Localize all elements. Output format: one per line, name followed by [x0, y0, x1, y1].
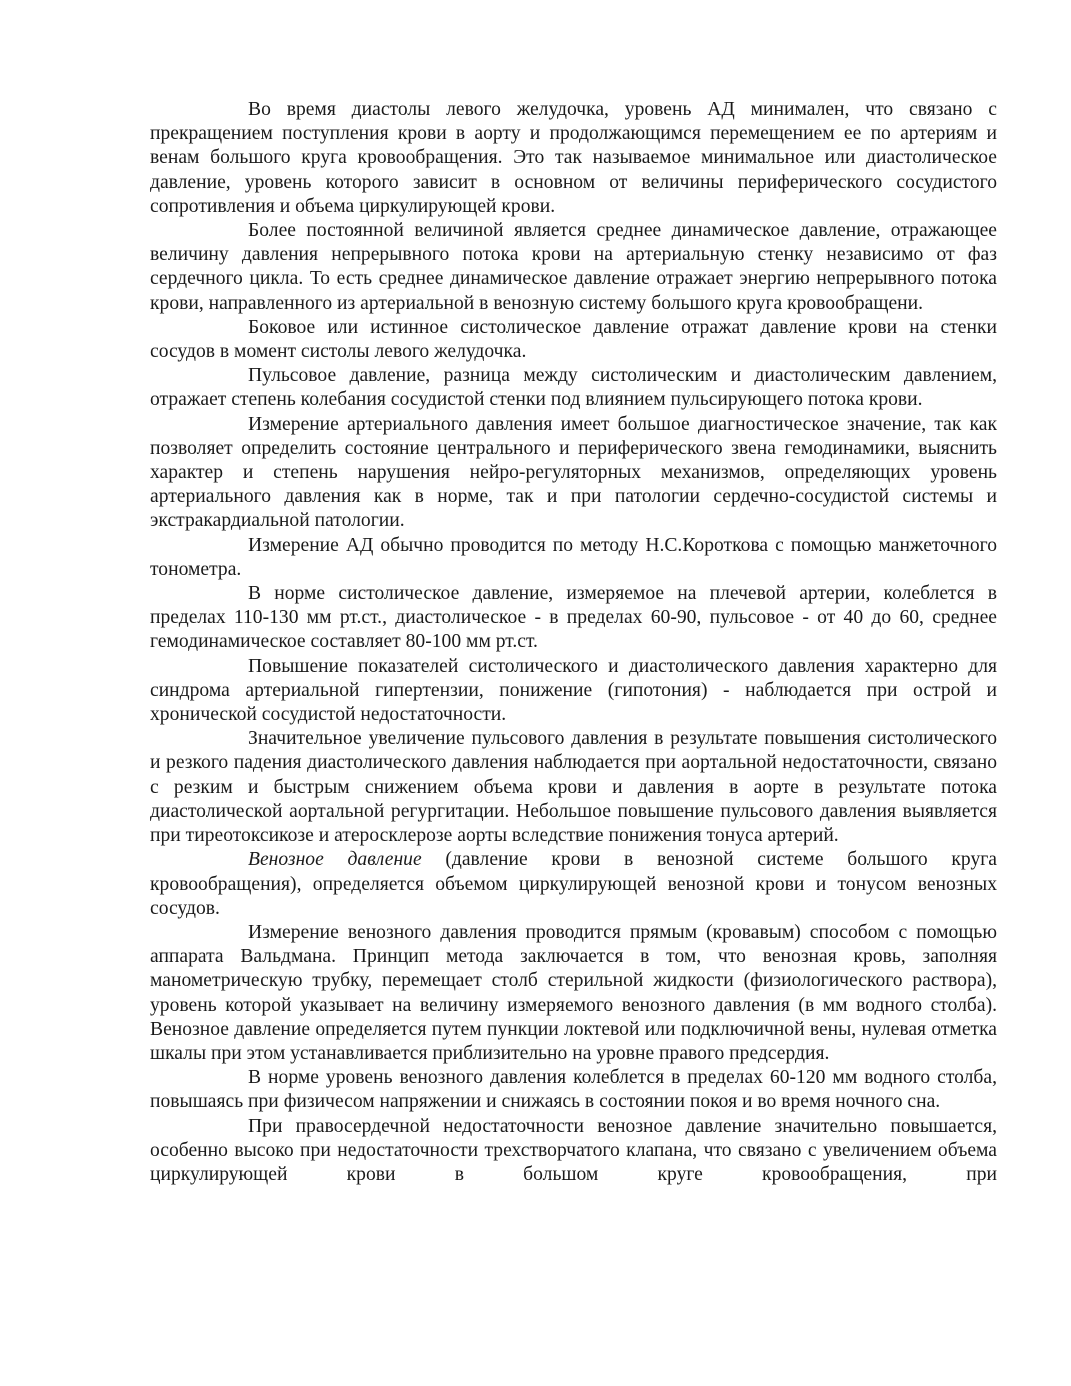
paragraph-hypertension-hypotension: Повышение показателей систолического и диастолического давления характерно для синдрома артериальной гипертензии, понижение (гипотония) - наблюдается при острой и хронической сосудистой недостаточности.	[150, 655, 997, 726]
paragraph-right-heart-failure: При правосердечной недостаточности венозное давление значительно повышается, особенно высоко при недостаточности трехстворчатого клапана, что связано с увеличением объема циркулирующей крови в большом круге кровообращения, при	[150, 1115, 997, 1185]
term-venous-pressure: Венозное давление	[248, 849, 422, 871]
paragraph-korotkov-method: Измерение АД обычно проводится по методу Н.С.Короткова с помощью манжеточного тонометра.	[150, 534, 997, 580]
paragraph-venous-normal-values: В норме уровень венозного давления колеблется в пределах 60-120 мм водного столба, повышаясь при физичесом напряжении и снижаясь в состоянии покоя и во время ночного сна.	[150, 1067, 997, 1113]
paragraph-diastolic-pressure: Во время диастолы левого желудочка, уровень АД минимален, что связано с прекращением поступления крови в аорту и продолжающимся перемещением ее по артериям и венам большого круга кровообращения. Это так называемое минимальное или диастолическое давление, уровень которого зависит в основном от величины периферического сосудистого сопротивления и объема циркулирующей крови.	[150, 99, 997, 217]
paragraph-venous-measurement-method: Измерение венозного давления проводится прямым (кровавым) способом с помощью аппарата Вальдмана. Принцип метода заключается в том, что венозная кровь, заполняя манометрическую трубку, перемещает столб стерильной жидкости (физиологического раствора), уровень которой указывает на величину измеряемого венозного давления (в мм водного столба). Венозное давление определяется путем пункции локтевой или подключичной вены, нулевая отметка шкалы при этом устанавливается приблизительно на уровне правого предсердия.	[150, 921, 997, 1064]
paragraph-lateral-systolic-pressure: Боковое или истинное систолическое давление отражат давление крови на стенки сосудов в момент систолы левого желудочка.	[150, 316, 997, 363]
paragraph-aortic-insufficiency: Значительное увеличение пульсового давления в результате повышения систолического и резкого падения диастолического давления наблюдается при аортальной недостаточности, связано с резким и быстрым снижением объема крови и давления в аорте в результате потока диастолической аортальной регургитации. Небольшое повышение пульсового давления выявляется при тиреотоксикозе и атеросклерозе аорты вследствие понижения тонуса артерий.	[150, 728, 997, 847]
paragraph-venous-pressure-definition	[150, 848, 997, 921]
paragraph-normal-values: В норме систолическое давление, измеряемое на плечевой артерии, колеблется в пределах 110-130 мм рт.ст., диастолическое - в пределах 60-90, пульсовое - от 40 до 60, среднее гемодинамическое составляет 80-100 мм рт.ст.	[150, 583, 997, 653]
paragraph-venous-pressure-text: (давление крови в венозной системе большого круга кровообращения), определяется объемом циркулирующей венозной крови и тонусом венозных сосудов.	[150, 849, 997, 919]
paragraph-mean-dynamic-pressure: Более постоянной величиной является среднее динамическое давление, отражающее величину давления непрерывного потока крови на артериальную стенку независимо от фаз сердечного цикла. То есть среднее динамическое давление отражает энергию непрерывного потока крови, направленного из артериальной в венозную систему большого круга кровообращени.	[150, 220, 997, 314]
document-body	[150, 98, 997, 1187]
paragraph-pulse-pressure: Пульсовое давление, разница между систолическим и диастолическим давлением, отражает степень колебания сосудистой стенки под влиянием пульсирующего потока крови.	[150, 365, 997, 411]
paragraph-bp-measurement-significance: Измерение артериального давления имеет большое диагностическое значение, так как позволяет определить состояние центрального и периферического звена гемодинамики, выяснить характер и степень нарушения нейро-регуляторных механизмов, определяющих уровень артериального давления как в норме, так и при патологии сердечно-сосудистой системы и экстракардиальной патологии.	[150, 413, 997, 532]
